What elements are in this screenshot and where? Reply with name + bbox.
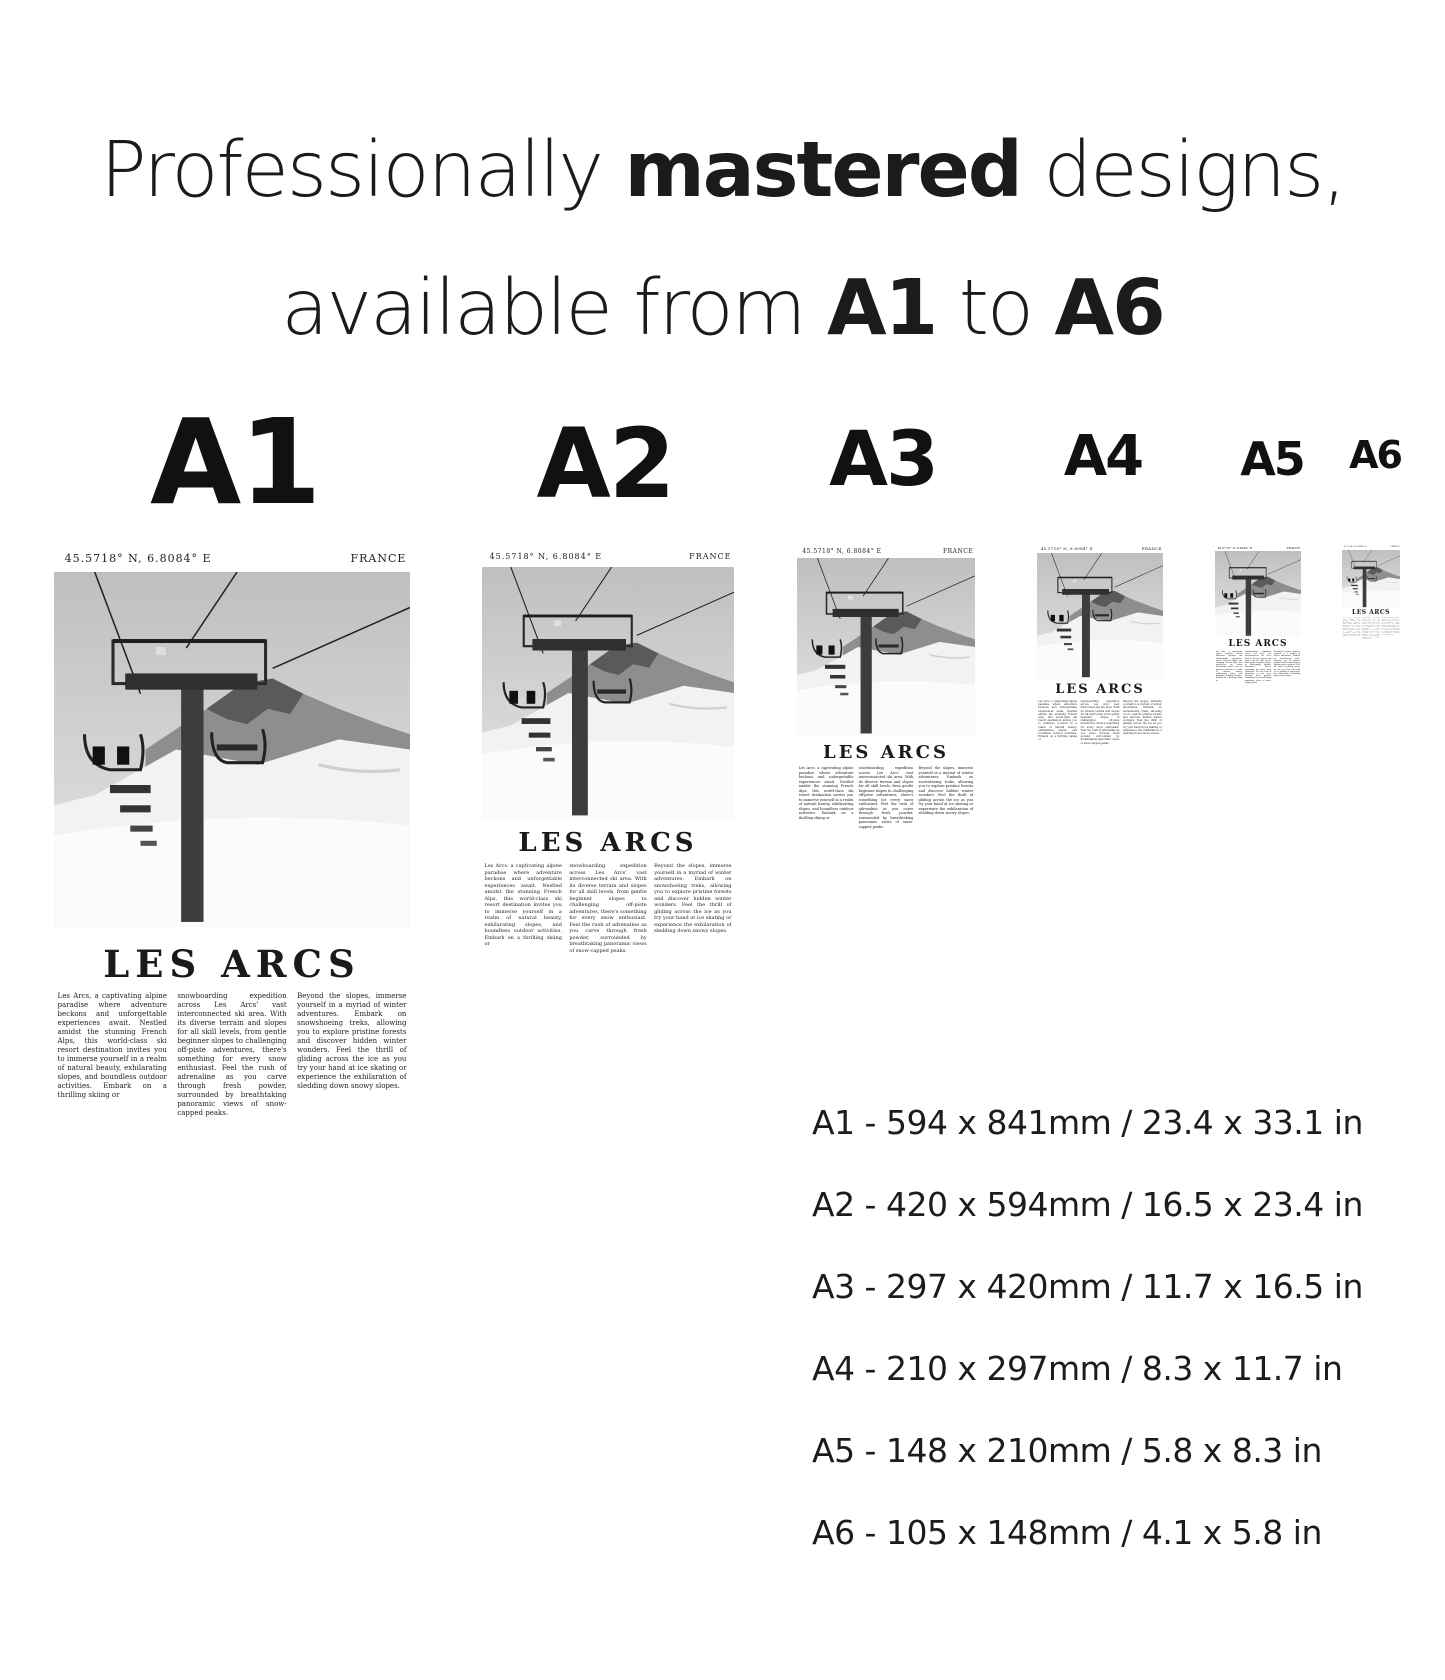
poster-title: LES ARCS: [1228, 639, 1288, 649]
poster-country: FRANCE: [1141, 546, 1162, 551]
size-label-a1: A1: [150, 393, 320, 531]
poster-title: LES ARCS: [518, 828, 698, 858]
poster-photo: [1342, 550, 1400, 608]
poster-body-col: Beyond the slopes, immerse yourself in a myriad of winter adventures. Embark on snowshoeing treks, allowing you to explore pristine forests and discover hidden winter wonders. Feel the thrill of gliding across the ice as you try your hand at ice skating or experience the exhilaration of sledding down snowy slopes.: [1123, 700, 1162, 736]
poster-country: FRANCE: [350, 552, 407, 565]
poster-body: [798, 766, 974, 829]
poster-photo: [482, 567, 734, 819]
poster-coordinates: 45.5718° N, 6.8084° E: [1217, 546, 1252, 550]
poster-body-col: Beyond the slopes, immerse yourself in a myriad of winter adventures. Embark on snowshoeing treks, allowing you to explore pristine forests and discover hidden winter wonders. Feel the thrill of gliding across the ice as you try your hand at ice skating or experience the exhilaration of sledding down snowy slopes.: [918, 766, 974, 815]
poster-country: FRANCE: [943, 548, 974, 555]
size-label-a4: A4: [1063, 424, 1143, 489]
poster-preview-a5: [1215, 546, 1301, 684]
poster-body-col: snowboarding expedition across Les Arcs' vast interconnected ski area. With its diverse terrain and slopes for all skill levels, from gentle beginner slopes to challenging off-piste adventures, there's something for every snow enthusiast. Feel the rush of adrenaline as you carve through fresh powder, surrounded by breathtaking panoramic views of snow-capped peaks.: [858, 766, 914, 829]
poster-body-col: Les Arcs, a captivating alpine paradise where adventure beckons and unforgettable experiences await. Nestled amidst the stunning French Alps, this world-class ski resort destination invites you to immerse yourself in a realm of natural beauty, exhilarating slopes, and boundless outdoor activities. Embark on a thrilling skiing or: [57, 992, 167, 1099]
poster-body-col: Les Arcs, a captivating alpine paradise where adventure beckons and unforgettable experiences await. Nestled amidst the stunning French Alps, this world-class ski resort destination invites you to immerse yourself in a realm of natural beauty, exhilarating slopes, and boundless outdoor activities. Embark on a thrilling skiing or: [484, 863, 562, 947]
size-spec-a5: A5 - 148 x 210mm / 5.8 x 8.3 in: [812, 1431, 1322, 1470]
poster-body-col: Les Arcs, a captivating alpine paradise where adventure beckons and unforgettable experiences await. Nestled amidst the stunning French Alps, this world-class ski resort destination invites you to immerse yourself in a realm of natural beauty, exhilarating slopes, and boundless outdoor activities. Embark on a thrilling skiing or: [1215, 651, 1243, 682]
poster-title: LES ARCS: [1055, 682, 1145, 697]
poster-body-col: Beyond the slopes, immerse yourself in a myriad of winter adventures. Embark on snowshoeing treks, allowing you to explore pristine forests and discover hidden winter wonders. Feel the thrill of gliding across the ice as you try your hand at ice skating or experience the exhilaration of sledding down snowy slopes.: [297, 992, 407, 1090]
size-spec-a1: A1 - 594 x 841mm / 23.4 x 33.1 in: [812, 1103, 1363, 1142]
poster-photo: [1037, 553, 1163, 679]
headline-line-1: Professionally mastered designs,: [100, 126, 1345, 215]
headline-line-2: available from A1 to A6: [281, 264, 1164, 353]
poster-preview-a6: [1342, 546, 1400, 640]
size-spec-a4: A4 - 210 x 297mm / 8.3 x 11.7 in: [812, 1349, 1343, 1388]
poster-body-col: snowboarding expedition across Les Arcs' vast interconnected ski area. With its diverse terrain and slopes for all skill levels, from gentle beginner slopes to challenging off-piste adventures, there's something for every snow enthusiast. Feel the rush of adrenaline as you carve through fresh powder, surrounded by breathtaking panoramic views of snow-capped peaks.: [569, 863, 647, 954]
poster-body: [1342, 618, 1400, 640]
poster-photo: [797, 558, 975, 736]
headline: [0, 102, 1445, 378]
poster-country: FRANCE: [689, 552, 732, 561]
poster-preview-a2: [482, 552, 734, 954]
poster-country: FRANCE: [1286, 546, 1301, 550]
poster-body-col: Beyond the slopes, immerse yourself in a myriad of winter adventures. Embark on snowshoeing treks, allowing you to explore pristine forests and discover hidden winter wonders. Feel the thrill of gliding across the ice as you try your hand at ice skating or experience the exhilaration of sledding down snowy slopes.: [1273, 651, 1301, 678]
poster-photo: [54, 572, 410, 927]
poster-body-col: Les Arcs, a captivating alpine paradise where adventure beckons and unforgettable experiences await. Nestled amidst the stunning French Alps, this world-class ski resort destination invites you to immerse yourself in a realm of natural beauty, exhilarating slopes, and boundless outdoor activities. Embark on a thrilling skiing or: [1342, 618, 1361, 639]
poster-body-col: snowboarding expedition across Les Arcs' vast interconnected ski area. With its diverse terrain and slopes for all skill levels, from gentle beginner slopes to challenging off-piste adventures, there's something for every snow enthusiast. Feel the rush of adrenaline as you carve through fresh powder, surrounded by breathtaking panoramic views of snow-capped peaks.: [177, 992, 287, 1117]
size-label-a3: A3: [829, 414, 937, 503]
poster-body: [1038, 700, 1162, 745]
poster-body-col: snowboarding expedition across Les Arcs' vast interconnected ski area. With its diverse terrain and slopes for all skill levels, from gentle beginner slopes to challenging off-piste adventures, there's something for every snow enthusiast. Feel the rush of adrenaline as you carve through fresh powder, surrounded by breathtaking panoramic views of snow-capped peaks.: [1080, 700, 1120, 745]
poster-photo: [1215, 551, 1301, 637]
poster-preview-a1: [54, 552, 410, 1117]
poster-body-col: Beyond the slopes, immerse yourself in a myriad of winter adventures. Embark on snowshoeing treks, allowing you to explore pristine forests and discover hidden winter wonders. Feel the thrill of gliding across the ice as you try your hand at ice skating or experience the exhilaration of sledding down snowy slopes.: [1381, 618, 1400, 636]
poster-coordinates: 45.5718° N, 6.8084° E: [1343, 546, 1367, 548]
poster-body-col: Les Arcs, a captivating alpine paradise where adventure beckons and unforgettable experiences await. Nestled amidst the stunning French Alps, this world-class ski resort destination invites you to immerse yourself in a realm of natural beauty, exhilarating slopes, and boundless outdoor activities. Embark on a thrilling skiing or: [798, 766, 854, 820]
poster-country: FRANCE: [1390, 546, 1400, 548]
poster-title: LES ARCS: [823, 742, 949, 763]
poster-body-col: Les Arcs, a captivating alpine paradise where adventure beckons and unforgettable experiences await. Nestled amidst the stunning French Alps, this world-class ski resort destination invites you to immerse yourself in a realm of natural beauty, exhilarating slopes, and boundless outdoor activities. Embark on a thrilling skiing or: [1038, 700, 1077, 742]
size-label-a6: A6: [1349, 433, 1401, 477]
poster-body-col: snowboarding expedition across Les Arcs' vast interconnected ski area. With its diverse terrain and slopes for all skill levels, from gentle beginner slopes to challenging off-piste adventures, there's something for every snow enthusiast. Feel the rush of adrenaline as you carve through fresh powder, surrounded by breathtaking panoramic views of snow-capped peaks.: [1244, 651, 1272, 684]
poster-body-col: snowboarding expedition across Les Arcs' vast interconnected ski area. With its diverse terrain and slopes for all skill levels, from gentle beginner slopes to challenging off-piste adventures, there's something for every snow enthusiast. Feel the rush of adrenaline as you carve through fresh powder, surrounded by breathtaking panoramic views of snow-capped peaks.: [1362, 618, 1380, 640]
poster-preview-a3: [797, 548, 975, 829]
poster-coordinates: 45.5718° N, 6.8084° E: [802, 548, 882, 555]
poster-body-col: Beyond the slopes, immerse yourself in a myriad of winter adventures. Embark on snowshoeing treks, allowing you to explore pristine forests and discover hidden winter wonders. Feel the thrill of gliding across the ice as you try your hand at ice skating or experience the exhilaration of sledding down snowy slopes.: [654, 863, 732, 934]
size-spec-a3: A3 - 297 x 420mm / 11.7 x 16.5 in: [812, 1267, 1363, 1306]
poster-body: [1215, 651, 1301, 684]
poster-body: [57, 992, 407, 1117]
size-spec-list: [812, 1082, 1363, 1574]
poster-body: [484, 863, 732, 954]
size-spec-a6: A6 - 105 x 148mm / 4.1 x 5.8 in: [812, 1513, 1322, 1552]
poster-coordinates: 45.5718° N, 6.8084° E: [1040, 546, 1093, 551]
poster-title: LES ARCS: [1352, 609, 1390, 616]
size-spec-a2: A2 - 420 x 594mm / 16.5 x 23.4 in: [812, 1185, 1363, 1224]
poster-title: LES ARCS: [103, 942, 361, 986]
poster-coordinates: 45.5718° N, 6.8084° E: [64, 552, 212, 565]
poster-coordinates: 45.5718° N, 6.8084° E: [489, 552, 603, 561]
size-label-a5: A5: [1240, 432, 1304, 486]
poster-preview-a4: [1037, 546, 1163, 745]
size-label-a2: A2: [536, 408, 674, 520]
